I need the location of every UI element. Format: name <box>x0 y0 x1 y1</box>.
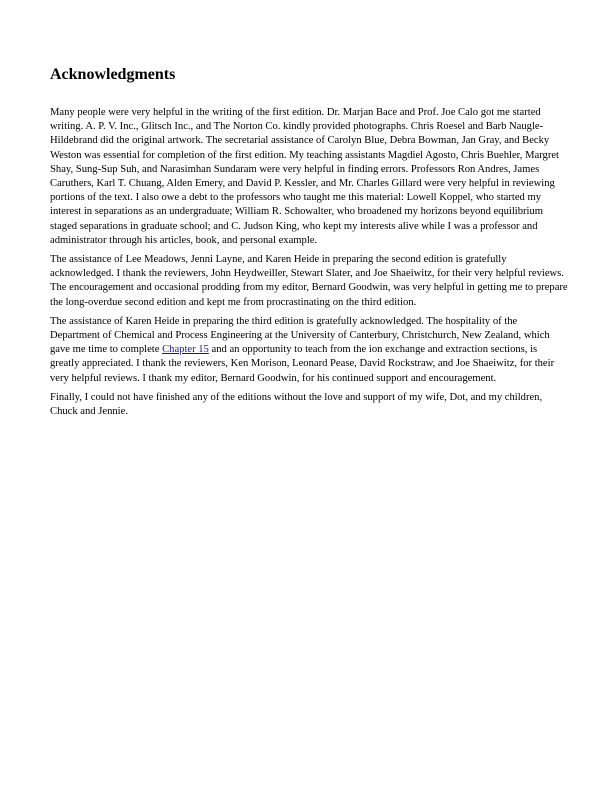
document-content <box>50 64 568 424</box>
paragraph-third-edition <box>50 315 568 386</box>
chapter-15-link[interactable]: Chapter 15 <box>162 344 209 356</box>
paragraph-first-edition: Many people were very helpful in the writing of the first edition. Dr. Marjan Bace and Prof. Joe Calo got me started writing. A. P. V. Inc., Glitsch Inc., and The Norton Co. kindly provided photographs. Chris Roesel and Barb Naugle-Hildebrand did the original artwork. The secretarial assistance of Carolyn Blue, Debra Bowman, Jan Gray, and Becky Weston was essential for completion of the first edition. My teaching assistants Magdiel Agosto, Chris Buehler, Margret Shay, Sung-Sup Suh, and Narasimhan Sundaram were very helpful in finding errors. Professors Ron Andres, James Caruthers, Karl T. Chuang, Alden Emery, and David P. Kessler, and Mr. Charles Gillard were very helpful in reviewing portions of the text. I also owe a debt to the professors who taught me this material: Lowell Koppel, who started my interest in separations as an undergraduate; William R. Schowalter, who broadened my horizons beyond equilibrium staged separations in graduate school; and C. Judson King, who kept my interests alive while I was a professor and administrator through his articles, book, and personal example. <box>50 107 559 246</box>
paragraph-third-edition-text-end: and an opportunity to teach from the ion exchange and extraction sections, is greatly appreciated. I thank the reviewers, Ken Morison, Leonard Pease, David Rockstraw, and Joe Shaeiwitz, for their very helpful reviews. I thank my editor, Bernard Goodwin, for his continued support and encouragement. <box>50 344 555 384</box>
paragraph-family: Finally, I could not have finished any of the editions without the love and support of my wife, Dot, and my children, Chuck and Jennie. <box>50 391 543 418</box>
paragraph-third-edition-text-start: The assistance of Karen Heide in preparing the third edition is gratefully acknowledged. The hospitality of the Department of Chemical and Process Engineering at the University of Canterbury, Christchurch, New Zealand, which gave me time to complete <box>50 315 550 356</box>
paragraph-second-edition: The assistance of Lee Meadows, Jenni Layne, and Karen Heide in preparing the second edition is gratefully acknowledged. I thank the reviewers, John Heydweiller, Stewart Slater, and Joe Shaeiwitz, for their very helpful reviews. The encouragement and occasional prodding from my editor, Bernard Goodwin, was very helpful in getting me to prepare the long-overdue second edition and kept me from procrastinating on the third edition. <box>50 254 568 308</box>
page-title: Acknowledgments <box>50 66 176 83</box>
